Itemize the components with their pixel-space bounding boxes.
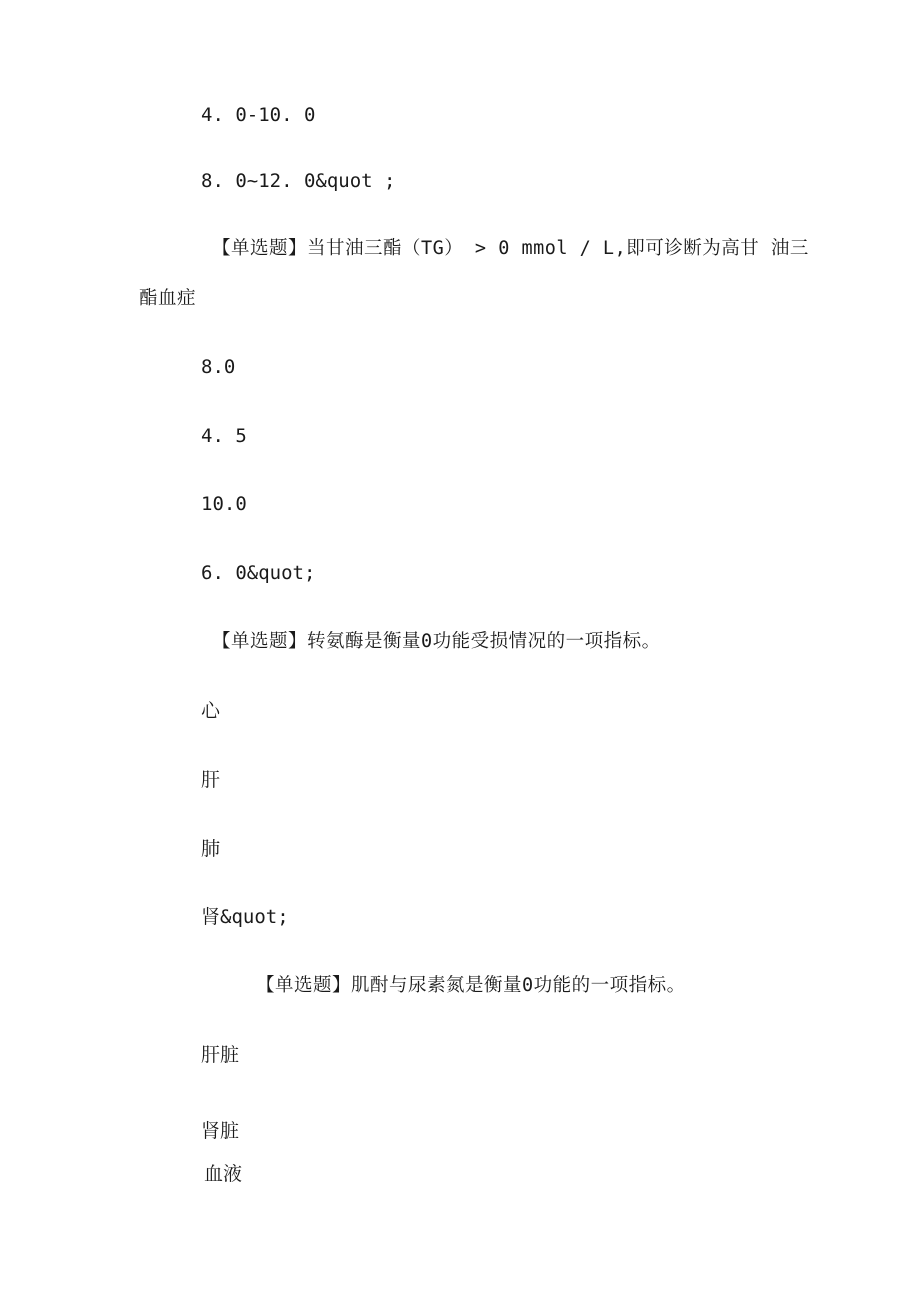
- question-1-option-1[interactable]: 8.0: [201, 356, 236, 378]
- question-1-option-2[interactable]: 4. 5: [201, 425, 247, 447]
- question-1-option-3[interactable]: 10.0: [201, 493, 247, 515]
- question-1-option-4[interactable]: 6. 0&quot;: [201, 562, 316, 584]
- question-3-text: 【单选题】肌酎与尿素氮是衡量0功能的一项指标。: [256, 975, 686, 996]
- question-2-option-4[interactable]: 肾&quot;: [201, 906, 289, 928]
- question-3-option-2[interactable]: 肾脏: [201, 1120, 240, 1142]
- prev-option-1[interactable]: 4. 0-10. 0: [201, 104, 316, 126]
- question-3-option-1[interactable]: 肝脏: [201, 1044, 240, 1066]
- question-1-text: 【单选题】当甘油三酯（TG） > 0 mmol / L,即可诊断为高甘 油三: [212, 238, 809, 259]
- prev-option-2[interactable]: 8. 0~12. 0&quot ;: [201, 170, 396, 192]
- question-2-text: 【单选题】转氨酶是衡量0功能受损情况的一项指标。: [212, 631, 661, 652]
- question-1-text-continued: 酯血症: [139, 288, 197, 309]
- question-2-option-2[interactable]: 肝: [201, 769, 221, 791]
- question-3-option-3[interactable]: 血液: [204, 1163, 243, 1185]
- question-2-option-1[interactable]: 心: [201, 700, 221, 722]
- question-2-option-3[interactable]: 肺: [201, 838, 221, 860]
